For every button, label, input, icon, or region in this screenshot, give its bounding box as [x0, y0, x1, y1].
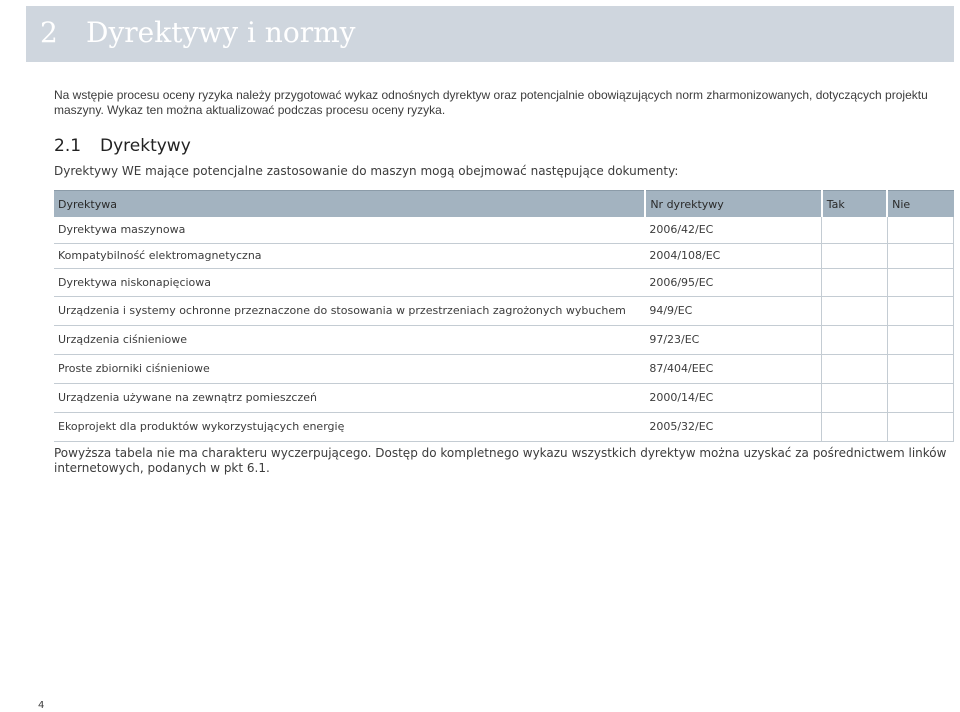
directive-name: Kompatybilność elektromagnetyczna: [54, 243, 645, 268]
yes-checkbox[interactable]: [822, 383, 887, 412]
no-checkbox[interactable]: [887, 354, 953, 383]
page-number: 4: [38, 700, 45, 711]
directive-name: Dyrektywa niskonapięciowa: [54, 268, 645, 296]
no-checkbox[interactable]: [887, 243, 953, 268]
yes-checkbox[interactable]: [822, 268, 887, 296]
no-checkbox[interactable]: [887, 217, 953, 243]
header-yes: Tak: [822, 191, 887, 218]
table-row: [54, 383, 954, 412]
table-row: [54, 354, 954, 383]
section-description: Dyrektywy WE mające potencjalne zastosowanie do maszyn mogą obejmować następujące dokumenty:: [54, 164, 679, 178]
directive-number: 2005/32/EC: [645, 412, 821, 441]
directive-number: 94/9/EC: [645, 296, 821, 325]
directive-name: Ekoprojekt dla produktów wykorzystujących energię: [54, 412, 645, 441]
no-checkbox[interactable]: [887, 412, 953, 441]
directives-table: [54, 190, 954, 442]
table-row: [54, 217, 954, 243]
chapter-banner: [26, 6, 954, 62]
chapter-title: Dyrektywy i normy: [86, 16, 356, 49]
no-checkbox[interactable]: [887, 268, 953, 296]
table-row: [54, 325, 954, 354]
header-directive-number: Nr dyrektywy: [645, 191, 821, 218]
yes-checkbox[interactable]: [822, 243, 887, 268]
directive-number: 2006/42/EC: [645, 217, 821, 243]
directive-name: Urządzenia używane na zewnątrz pomieszczeń: [54, 383, 645, 412]
directive-number: 2004/108/EC: [645, 243, 821, 268]
directive-number: 97/23/EC: [645, 325, 821, 354]
yes-checkbox[interactable]: [822, 354, 887, 383]
chapter-number: 2: [40, 16, 58, 49]
yes-checkbox[interactable]: [822, 325, 887, 354]
directive-name: Urządzenia i systemy ochronne przeznaczone do stosowania w przestrzeniach zagrożonych wybuchem: [54, 296, 645, 325]
section-heading: [54, 136, 191, 156]
yes-checkbox[interactable]: [822, 296, 887, 325]
directive-number: 2000/14/EC: [645, 383, 821, 412]
directive-number: 87/404/EEC: [645, 354, 821, 383]
directive-number: 2006/95/EC: [645, 268, 821, 296]
table-row: [54, 243, 954, 268]
no-checkbox[interactable]: [887, 296, 953, 325]
header-directive: Dyrektywa: [54, 191, 645, 218]
header-no: Nie: [887, 191, 953, 218]
table-footnote: Powyższa tabela nie ma charakteru wyczerpującego. Dostęp do kompletnego wykazu wszystkich dyrektyw można uzyskać za pośrednictwem linków internetowych, podanych w pkt 6.1.: [54, 446, 947, 475]
table-row: [54, 268, 954, 296]
directive-name: Urządzenia ciśnieniowe: [54, 325, 645, 354]
yes-checkbox[interactable]: [822, 412, 887, 441]
directive-name: Proste zbiorniki ciśnieniowe: [54, 354, 645, 383]
no-checkbox[interactable]: [887, 383, 953, 412]
intro-paragraph: Na wstępie procesu oceny ryzyka należy przygotować wykaz odnośnych dyrektyw oraz potencjalnie obowiązujących norm zharmonizowanych, dotyczących projektu maszyny. Wykaz ten można aktualizować podczas procesu oceny ryzyka.: [54, 88, 928, 117]
table-row: [54, 296, 954, 325]
table-header-row: [54, 191, 954, 218]
directive-name: Dyrektywa maszynowa: [54, 217, 645, 243]
no-checkbox[interactable]: [887, 325, 953, 354]
yes-checkbox[interactable]: [822, 217, 887, 243]
table-row: [54, 412, 954, 441]
section-title: Dyrektywy: [100, 136, 191, 156]
section-number: 2.1: [54, 136, 82, 156]
